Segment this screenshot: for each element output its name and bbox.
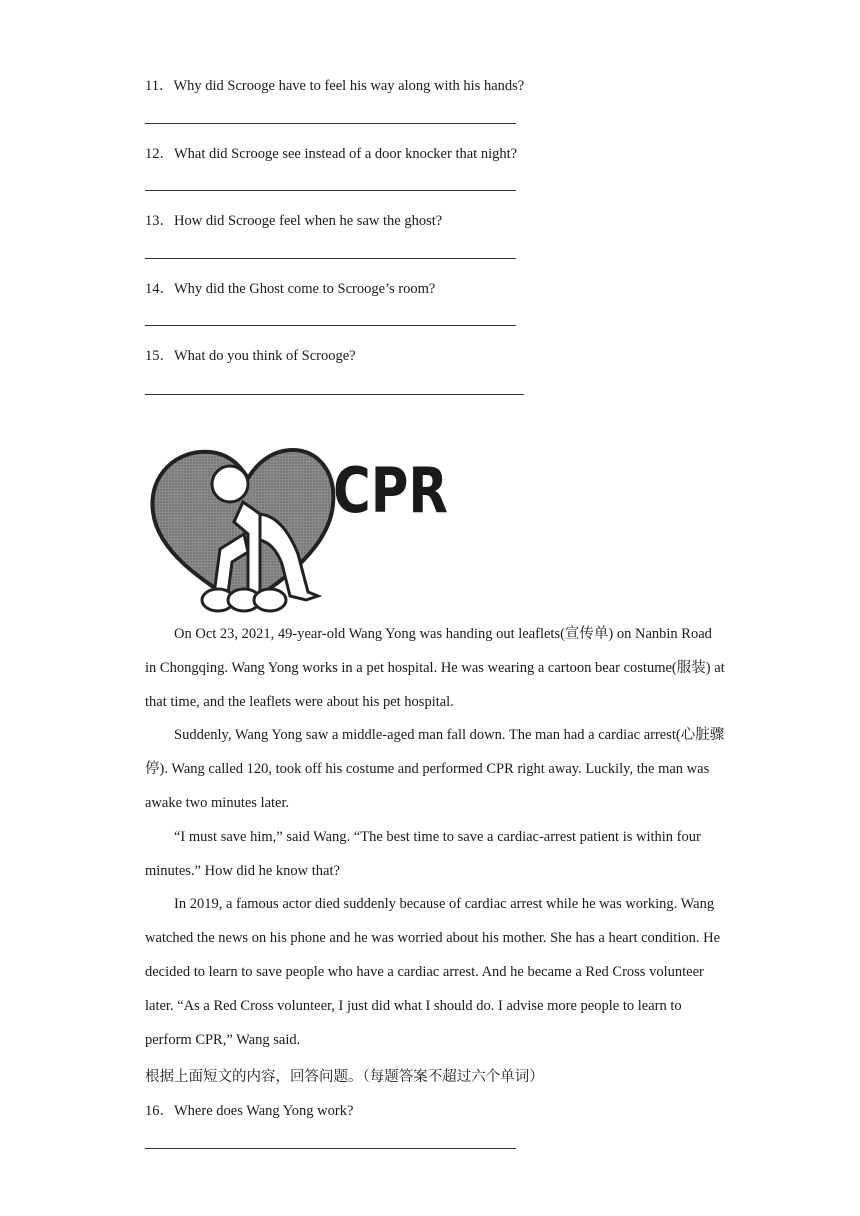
question-number: 12．: [145, 146, 174, 162]
question-11: [145, 74, 524, 95]
answer-line-16[interactable]: [145, 1148, 516, 1149]
answer-line-14[interactable]: [145, 325, 516, 326]
question-text: Where does Wang Yong work?: [174, 1103, 354, 1119]
answer-line-15[interactable]: [145, 394, 524, 395]
question-number: 16．: [145, 1103, 174, 1119]
question-number: 14．: [145, 281, 174, 297]
answer-line-12[interactable]: [145, 190, 516, 191]
passage-paragraph-3: “I must save him,” said Wang. “The best time to save a cardiac-arrest patient is within four minutes.” How did he know that?: [145, 828, 701, 879]
cpr-heart-icon: [148, 444, 453, 614]
question-14: [145, 277, 435, 298]
passage-paragraph-1: On Oct 23, 2021, 49-year-old Wang Yong was handing out leaflets(宣传单) on Nanbin Road in Chongqing. Wang Yong works in a pet hospital. He was wearing a cartoon bear costume(服装) at that time, and the leaflets were about his pet hospital.: [145, 626, 725, 710]
question-text: Why did the Ghost come to Scrooge’s room?: [174, 281, 436, 297]
question-text: How did Scrooge feel when he saw the ghost?: [174, 213, 443, 229]
question-number: 13．: [145, 213, 174, 229]
question-number: 15．: [145, 348, 174, 364]
cpr-illustration: [148, 444, 453, 614]
passage-paragraph-2: Suddenly, Wang Yong saw a middle-aged man fall down. The man had a cardiac arrest(心脏骤停). Wang called 120, took off his costume and performed CPR right away. Luckily, the man was awake two minutes later.: [145, 727, 725, 811]
question-text: What did Scrooge see instead of a door knocker that night?: [174, 146, 518, 162]
passage-paragraph-4: In 2019, a famous actor died suddenly because of cardiac arrest while he was working. Wang watched the news on his phone and he was worried about his mother. She has a heart condition. He decided to learn to save people who have a cardiac arrest. And he became a Red Cross volunteer later. “As a Red Cross volunteer, I just did what I should do. I advise more people to learn to perform CPR,” Wang said.: [145, 896, 721, 1048]
instruction-text: 根据上面短文的内容，回答问题。（每题答案不超过六个单词）: [145, 1069, 544, 1085]
question-12: [145, 142, 517, 163]
cpr-label: CPR: [333, 454, 448, 527]
reading-passage: [145, 618, 725, 1057]
question-15: [145, 344, 356, 365]
answer-line-13[interactable]: [145, 258, 516, 259]
question-13: [145, 209, 442, 230]
question-text: What do you think of Scrooge?: [174, 348, 356, 364]
question-16: [145, 1099, 353, 1120]
answer-line-11[interactable]: [145, 123, 516, 124]
question-text: Why did Scrooge have to feel his way along with his hands?: [173, 78, 525, 94]
question-number: 11．: [145, 78, 174, 94]
